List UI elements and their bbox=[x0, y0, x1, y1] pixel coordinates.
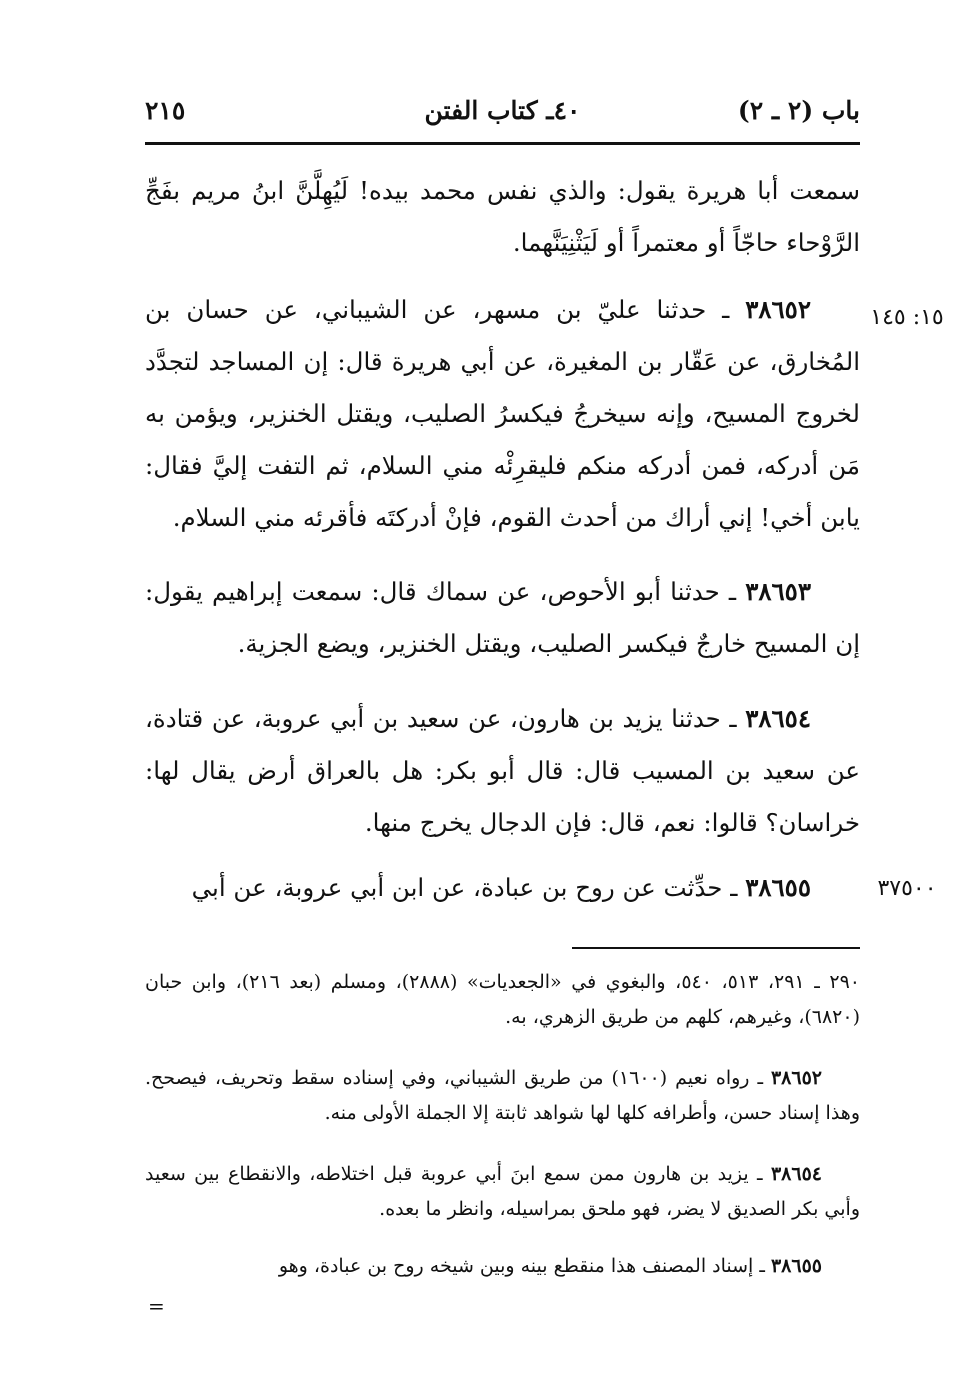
footnote-rule bbox=[572, 947, 860, 949]
footnote-text: ـ يزيد بن هارون ممن سمع ابنَ أبي عروبة قبل اختلاطه، والانقطاع بين سعيد وأبي بكر الصديق لا يضر، فهو ملحق بمراسيله، وانظر ما بعده. bbox=[145, 1163, 860, 1220]
hadith-text: ـ حدِّثت عن روح بن عبادة، عن ابن أبي عروبة، عن أبي bbox=[191, 873, 746, 902]
margin-reference: ٣٧٥٠٠ bbox=[877, 876, 937, 901]
footnote-text: ـ رواه نعيم (١٦٠٠) من طريق الشيباني، وفي إسناده سقط وتحريف، فيصحح. وهذا إسناد حسن، وأطرافه كلها لها شواهد ثابتة إلا الجملة الأولى منه. bbox=[145, 1067, 860, 1124]
hadith-number: ٣٨٦٥٥ bbox=[745, 873, 811, 902]
footnote-number: ٣٨٦٥٢ bbox=[770, 1067, 822, 1089]
hadith-entry bbox=[145, 284, 860, 544]
margin-reference: ١٥: ١٤٥ bbox=[870, 305, 944, 330]
footnote bbox=[145, 1061, 860, 1131]
book-title: ٤٠ـ كتاب الفتن bbox=[424, 96, 581, 125]
chapter-heading: باب (٢ ـ ٢) bbox=[737, 96, 860, 125]
footnote-number: ٣٨٦٥٥ bbox=[770, 1255, 822, 1277]
hadith-number: ٣٨٦٥٤ bbox=[745, 704, 811, 733]
hadith-text: ـ حدثنا عليّ بن مسهر، عن الشيباني، عن حسان بن المُخارق، عن عَقّار بن المغيرة، عن أبي هريرة قال: إن المساجد لتجدَّد لخروج المسيح، وإنه سيخرجُ فيكسرُ الصليب، ويقتل الخنزير، ويؤمن به مَن أدركه، فمن أدركه منكم فليقرِئْه مني السلام، ثم التفت إليَّ فقال: يابن أخي! إني أراك من أحدث القوم، فإنْ أدركتَه فأقرئه مني السلام. bbox=[145, 295, 860, 532]
hadith-number: ٣٨٦٥٢ bbox=[745, 295, 811, 324]
footnote-text: ٢٩٠ ـ ٢٩١، ٥١٣، ٥٤٠، والبغوي في «الجعديات» (٢٨٨٨)، ومسلم (بعد ٢١٦)، وابن حبان (٦٨٢٠)، وغيرهم، كلهم من طريق الزهري، به. bbox=[145, 971, 861, 1028]
footnote bbox=[145, 1249, 860, 1284]
page-header bbox=[145, 92, 860, 136]
hadith-number: ٣٨٦٥٣ bbox=[745, 577, 811, 606]
continuation-mark: = bbox=[148, 1294, 165, 1318]
footnote-text: ـ إسناد المصنف هذا منقطع بينه وبين شيخه روح بن عبادة، وهو bbox=[278, 1255, 771, 1277]
hadith-entry bbox=[145, 862, 860, 914]
footnote-number: ٣٨٦٥٤ bbox=[770, 1163, 822, 1185]
hadith-entry bbox=[145, 566, 860, 670]
hadith-text: ـ حدثنا يزيد بن هارون، عن سعيد بن أبي عروبة، عن قتادة، عن سعيد بن المسيب قال: قال أبو بكر: هل بالعراق أرض يقال لها: خراسان؟ قالوا: نعم، قال: فإن الدجال يخرج منها. bbox=[145, 704, 860, 837]
header-rule bbox=[145, 142, 860, 145]
continuation-text: سمعت أبا هريرة يقول: والذي نفس محمد بيده! لَيُهِلَّنَّ ابنُ مريم بفَجِّ الرَّوْحاء حاجّاً أو معتمراً أو لَيَثْنِيَنَّهما. bbox=[145, 176, 860, 257]
continuation-paragraph bbox=[145, 165, 860, 269]
footnote bbox=[145, 965, 860, 1035]
page-number: ٢١٥ bbox=[145, 96, 186, 125]
hadith-entry bbox=[145, 693, 860, 849]
footnote bbox=[145, 1157, 860, 1227]
hadith-text: ـ حدثنا أبو الأحوص، عن سماك قال: سمعت إبراهيم يقول: إن المسيح خارجٌ فيكسر الصليب، ويقتل الخنزير، ويضع الجزية. bbox=[145, 577, 860, 658]
